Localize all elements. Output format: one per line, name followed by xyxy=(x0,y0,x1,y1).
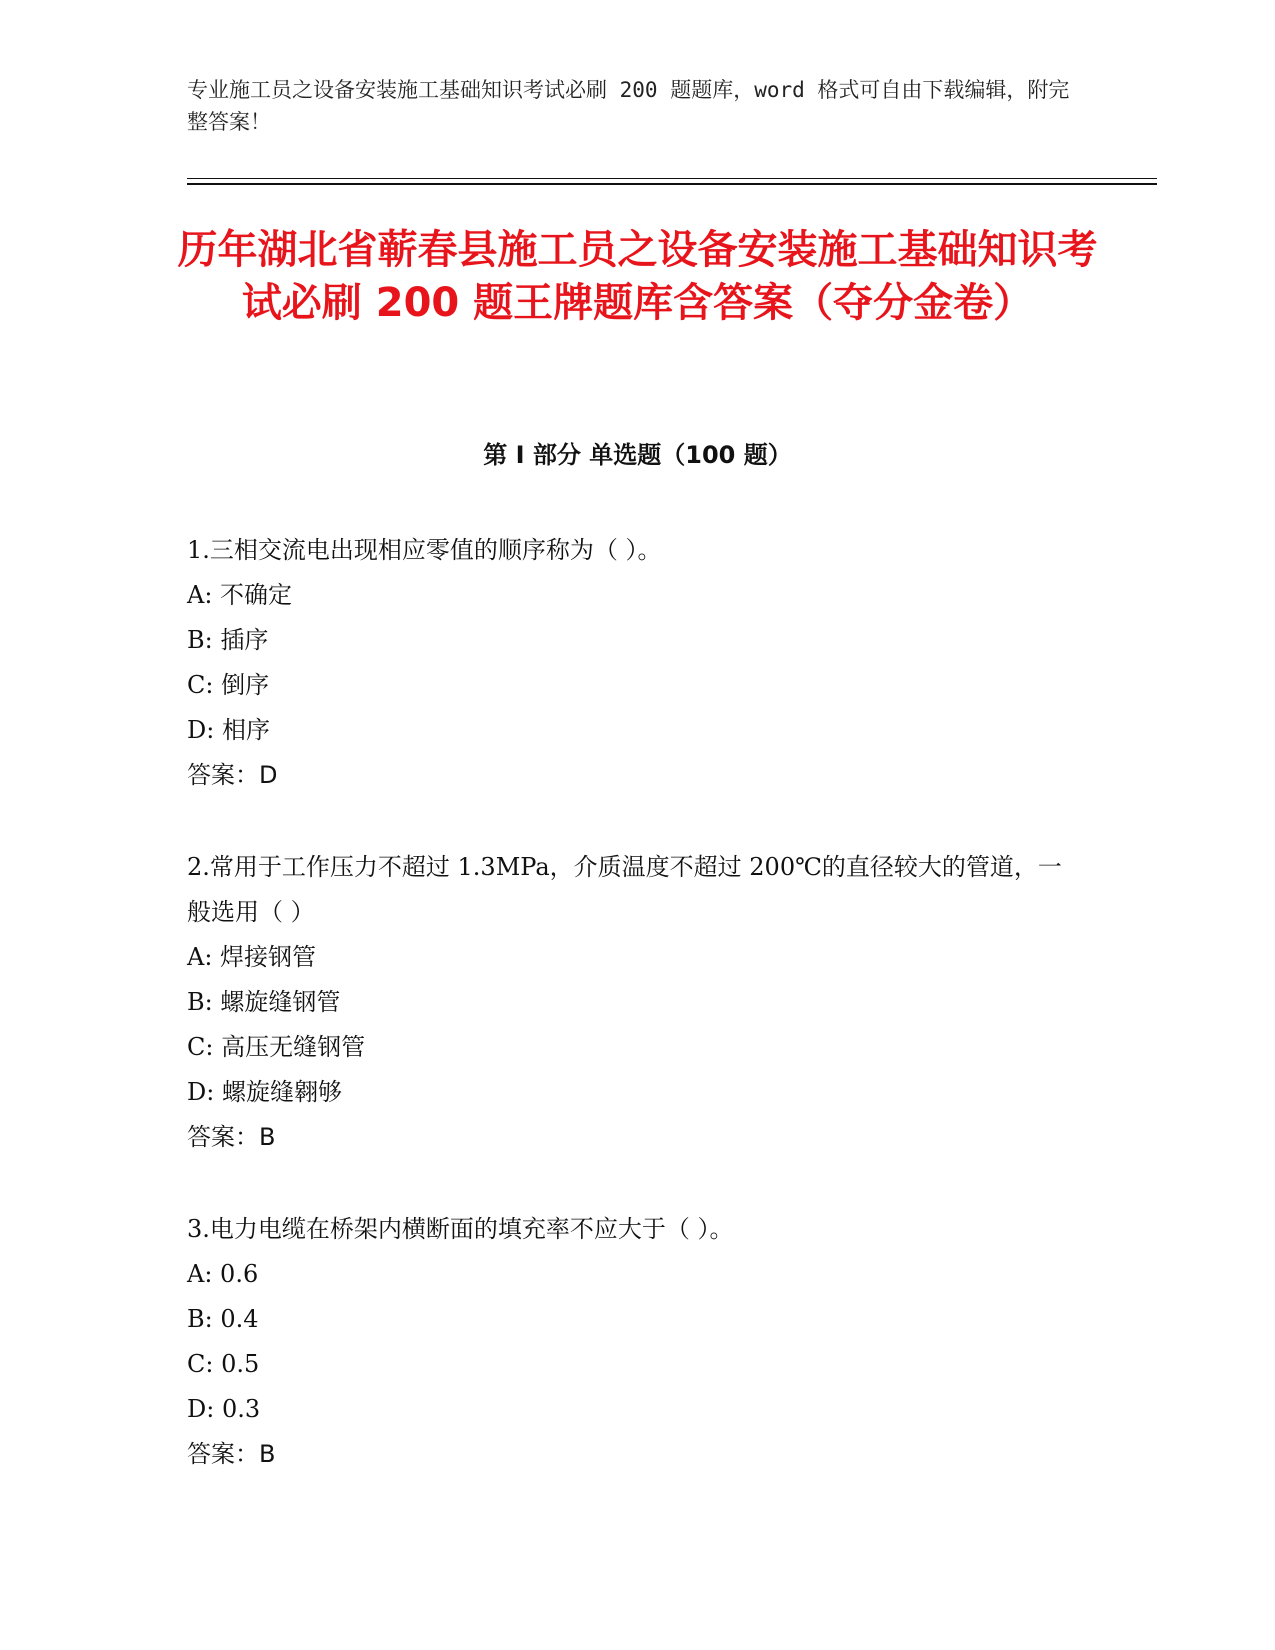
header-divider xyxy=(187,178,1157,179)
header-divider-thick xyxy=(187,183,1157,185)
option-c: C: 倒序 xyxy=(187,671,270,699)
header-note: 专业施工员之设备安装施工基础知识考试必刷 200 题题库，word 格式可自由下载编辑，附完整答案！ xyxy=(187,78,1070,134)
question-stem: 3.电力电缆在桥架内横断面的填充率不应大于（ ）。 xyxy=(187,1215,734,1243)
option-a: A: 焊接钢管 xyxy=(187,943,317,971)
answer-line: 答案：D xyxy=(187,761,278,789)
question-item xyxy=(187,845,1067,1160)
question-stem: 2.常用于工作压力不超过 1.3MPa，介质温度不超过 200℃的直径较大的管道，一般选用（ ） xyxy=(187,853,1062,926)
option-c: C: 0.5 xyxy=(187,1350,260,1378)
option-d: D: 0.3 xyxy=(187,1395,261,1423)
question-item xyxy=(187,528,1067,798)
option-d: D: 螺旋缝翱够 xyxy=(187,1078,342,1106)
option-c: C: 高压无缝钢管 xyxy=(187,1033,366,1061)
option-a: A: 0.6 xyxy=(187,1260,259,1288)
document-title: 历年湖北省蕲春县施工员之设备安装施工基础知识考试必刷 200 题王牌题库含答案（夺分金卷） xyxy=(177,227,1098,326)
question-stem: 1.三相交流电出现相应零值的顺序称为（ ）。 xyxy=(187,536,662,564)
option-a: A: 不确定 xyxy=(187,581,293,609)
answer-line: 答案：B xyxy=(187,1440,276,1468)
option-b: B: 螺旋缝钢管 xyxy=(187,988,341,1016)
answer-line: 答案：B xyxy=(187,1123,276,1151)
option-b: B: 0.4 xyxy=(187,1305,259,1333)
question-item xyxy=(187,1207,1067,1477)
section-heading: 第 I 部分 单选题（100 题） xyxy=(483,441,792,469)
option-b: B: 插序 xyxy=(187,626,269,654)
option-d: D: 相序 xyxy=(187,716,270,744)
